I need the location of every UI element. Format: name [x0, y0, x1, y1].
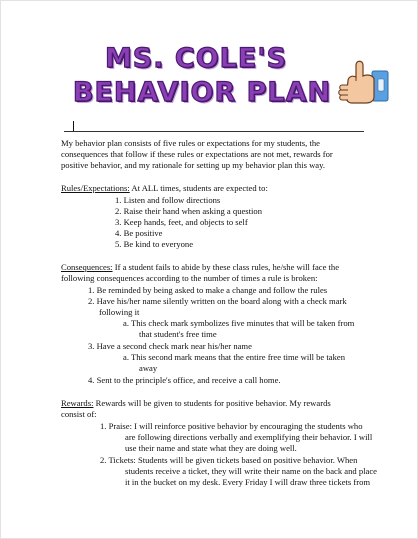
consequences-item: following it: [99, 307, 140, 317]
rules-item: 1. Listen and follow directions: [115, 195, 221, 205]
rewards-item-cont: it in the bucket on my desk. Every Friday I will draw three tickets from: [125, 477, 371, 487]
rewards-lead: Rewards will be given to students for positive behavior. My rewards: [93, 398, 331, 408]
rewards-item-cont: are following directions verbally and exemplifying their behavior. I will: [125, 432, 373, 442]
consequences-subitem: a. This second mark means that the entire free time will be taken: [123, 352, 346, 362]
rewards-item: 2. Tickets: Students will be given tickets based on positive behavior. When: [100, 455, 358, 465]
rules-heading: Rules/Expectations:: [61, 183, 130, 193]
horizontal-rule: [64, 131, 364, 132]
rules-item: 5. Be kind to everyone: [115, 239, 194, 249]
consequences-subitem: that student's free time: [139, 329, 217, 339]
consequences-subitem: away: [139, 363, 158, 373]
rules-item: 3. Keep hands, feet, and objects to self: [115, 217, 248, 227]
intro-line: My behavior plan consists of five rules or expectations for my students, the: [61, 138, 320, 148]
consequences-paragraph: [61, 262, 339, 273]
title-line-2: BEHAVIOR PLAN: [72, 77, 332, 108]
rewards-heading: Rewards:: [61, 398, 94, 408]
consequences-heading: Consequences:: [61, 262, 113, 272]
rules-lead: At ALL times, students are expected to:: [129, 183, 268, 193]
title-line-1: MS. COLE'S: [104, 43, 288, 74]
rewards-item: 1. Praise: I will reinforce positive behavior by encouraging the students who: [100, 421, 363, 431]
intro-line: positive behavior, and my rationale for setting up my behavior plan this way.: [61, 160, 326, 170]
rules-paragraph: [61, 183, 268, 194]
rules-item: 2. Raise their hand when asking a question: [115, 206, 263, 216]
consequences-lead-2: following consequences according to the number of times a rule is broken:: [61, 273, 318, 283]
rules-item: 4. Be positive: [115, 228, 163, 238]
intro-line: consequences that follow if these rules or expectations are not met, rewards for: [61, 149, 333, 159]
rewards-lead-2: consist of:: [61, 409, 97, 419]
rewards-item-cont: use their name and state what they are doing well.: [125, 443, 297, 453]
consequences-item: 2. Have his/her name silently written on the board along with a check mark: [88, 296, 347, 306]
rewards-paragraph: [61, 398, 331, 409]
consequences-item: 4. Sent to the principle's office, and receive a call home.: [88, 375, 281, 385]
thumbs-up-icon: [334, 59, 390, 111]
consequences-item: 3. Have a second check mark near his/her name: [88, 341, 252, 351]
consequences-item: 1. Be reminded by being asked to make a change and follow the rules: [88, 285, 328, 295]
consequences-subitem: a. This check mark symbolizes five minutes that will be taken from: [123, 318, 355, 328]
consequences-lead: If a student fails to abide by these class rules, he/she will face the: [112, 262, 340, 272]
rewards-item-cont: students receive a ticket, they will write their name on the back and place: [125, 466, 377, 476]
